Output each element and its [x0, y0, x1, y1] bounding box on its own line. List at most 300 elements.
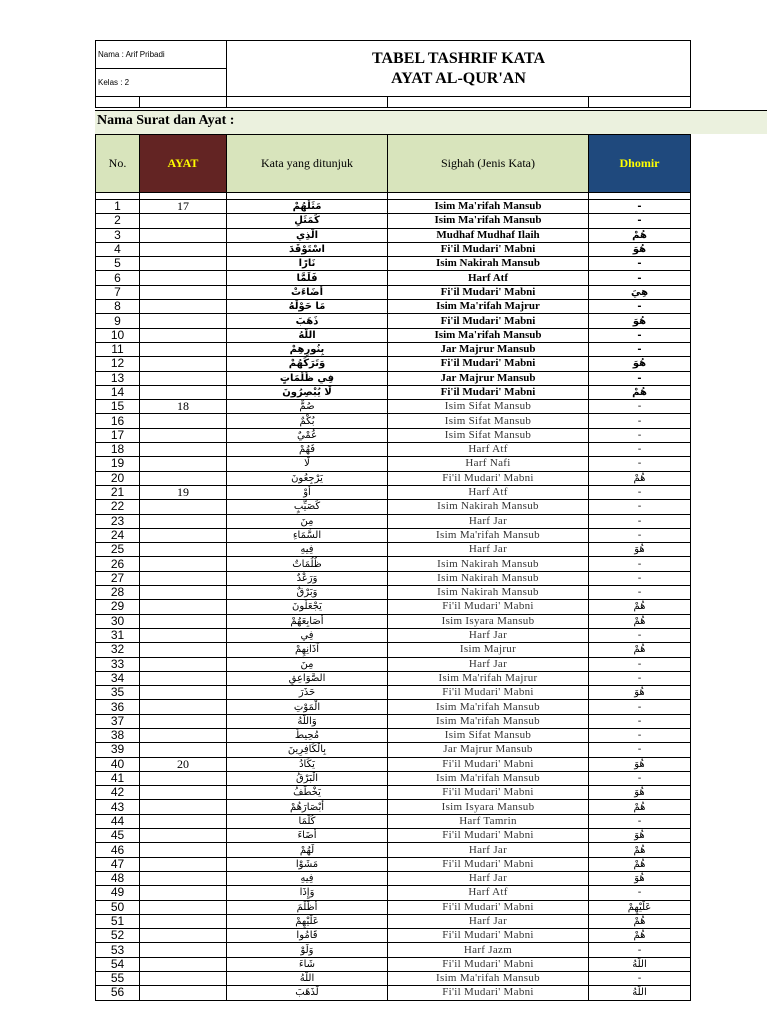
row-sighah: Fi'il Mudari' Mabni [388, 929, 589, 943]
row-ayat [140, 242, 227, 256]
row-dhomir: - [589, 628, 691, 642]
row-ayat [140, 600, 227, 614]
row-number: 56 [96, 986, 140, 1000]
row-number: 31 [96, 628, 140, 642]
row-number: 16 [96, 414, 140, 428]
row-ayat [140, 714, 227, 728]
row-kata: اللَّهُ [227, 972, 388, 986]
table-row [96, 643, 691, 657]
row-kata: آذَانِهِمْ [227, 643, 388, 657]
page-title [227, 41, 691, 97]
row-dhomir: - [589, 571, 691, 585]
row-kata: أَضَاءَتْ [227, 285, 388, 299]
row-number: 11 [96, 342, 140, 356]
row-dhomir: هِيَ [589, 285, 691, 299]
row-sighah: Harf Jar [388, 871, 589, 885]
empty-cell [227, 193, 388, 200]
row-dhomir: هُوَ [589, 543, 691, 557]
row-dhomir: هُوَ [589, 786, 691, 800]
row-ayat [140, 457, 227, 471]
table-row [96, 385, 691, 399]
row-number: 50 [96, 900, 140, 914]
row-kata: الصَّوَاعِقِ [227, 671, 388, 685]
table-row [96, 972, 691, 986]
row-kata: بِنُورِهِمْ [227, 342, 388, 356]
row-kata: اللَّهُ [227, 328, 388, 342]
row-sighah: Isim Sifat Mansub [388, 400, 589, 414]
row-number: 4 [96, 242, 140, 256]
row-number: 55 [96, 972, 140, 986]
row-kata: السَّمَاءِ [227, 528, 388, 542]
empty-cell [96, 193, 140, 200]
row-dhomir: هُمْ [589, 914, 691, 928]
row-dhomir: - [589, 271, 691, 285]
row-ayat [140, 471, 227, 485]
row-sighah: Harf Jazm [388, 943, 589, 957]
row-number: 17 [96, 428, 140, 442]
table-row [96, 514, 691, 528]
row-ayat [140, 371, 227, 385]
row-kata: عَلَيْهِمْ [227, 914, 388, 928]
row-sighah: Isim Sifat Mansub [388, 428, 589, 442]
row-ayat [140, 428, 227, 442]
row-number: 42 [96, 786, 140, 800]
row-kata: كَصَيِّبٍ [227, 500, 388, 514]
row-number: 26 [96, 557, 140, 571]
row-number: 14 [96, 385, 140, 399]
row-kata: يَجْعَلُونَ [227, 600, 388, 614]
row-number: 33 [96, 657, 140, 671]
row-sighah: Harf Tamrin [388, 814, 589, 828]
row-dhomir: - [589, 528, 691, 542]
row-sighah: Isim Ma'rifah Mansub [388, 972, 589, 986]
row-dhomir: - [589, 400, 691, 414]
row-ayat [140, 257, 227, 271]
row-ayat [140, 972, 227, 986]
row-sighah: Fi'il Mudari' Mabni [388, 471, 589, 485]
row-number: 20 [96, 471, 140, 485]
row-number: 24 [96, 528, 140, 542]
row-dhomir: - [589, 428, 691, 442]
row-number: 54 [96, 957, 140, 971]
row-dhomir: هُمْ [589, 643, 691, 657]
col-header-kata: Kata yang ditunjuk [227, 135, 388, 193]
row-dhomir: - [589, 743, 691, 757]
row-dhomir: هُمْ [589, 228, 691, 242]
table-row [96, 428, 691, 442]
row-ayat [140, 986, 227, 1000]
row-dhomir: - [589, 342, 691, 356]
row-sighah: Fi'il Mudari' Mabni [388, 242, 589, 256]
table-row [96, 228, 691, 242]
row-kata: يَرْجِعُونَ [227, 471, 388, 485]
table-row [96, 814, 691, 828]
table-row [96, 242, 691, 256]
empty-cell [227, 97, 388, 108]
col-header-dhomir: Dhomir [589, 135, 691, 193]
row-kata: مِنَ [227, 657, 388, 671]
row-dhomir: هُمْ [589, 471, 691, 485]
empty-cell [388, 193, 589, 200]
row-dhomir: هُمْ [589, 800, 691, 814]
row-number: 6 [96, 271, 140, 285]
row-dhomir: - [589, 557, 691, 571]
row-ayat [140, 829, 227, 843]
row-kata: فِيهِ [227, 871, 388, 885]
row-kata: وَلَوْ [227, 943, 388, 957]
row-kata: فِي ظُلُمَاتٍ [227, 371, 388, 385]
table-body [96, 200, 691, 1001]
row-number: 18 [96, 443, 140, 457]
empty-cell [589, 97, 691, 108]
row-sighah: Isim Isyara Mansub [388, 800, 589, 814]
row-ayat [140, 614, 227, 628]
row-sighah: Isim Nakirah Mansub [388, 257, 589, 271]
table-row [96, 285, 691, 299]
row-number: 25 [96, 543, 140, 557]
row-kata: حَذَرَ [227, 686, 388, 700]
table-row [96, 671, 691, 685]
table-row [96, 943, 691, 957]
row-ayat [140, 357, 227, 371]
row-dhomir: هُمْ [589, 614, 691, 628]
row-ayat [140, 743, 227, 757]
row-number: 21 [96, 485, 140, 499]
row-sighah: Harf Jar [388, 843, 589, 857]
row-kata: يَخْطَفُ [227, 786, 388, 800]
row-sighah: Isim Ma'rifah Mansub [388, 200, 589, 214]
row-dhomir: هُمْ [589, 843, 691, 857]
table-row [96, 314, 691, 328]
row-ayat [140, 700, 227, 714]
row-ayat [140, 686, 227, 700]
row-sighah: Fi'il Mudari' Mabni [388, 686, 589, 700]
row-number: 30 [96, 614, 140, 628]
row-kata: وَإِذَا [227, 886, 388, 900]
row-ayat [140, 443, 227, 457]
row-number: 9 [96, 314, 140, 328]
row-dhomir: - [589, 728, 691, 742]
row-kata: قَامُوا [227, 929, 388, 943]
row-ayat [140, 328, 227, 342]
row-number: 38 [96, 728, 140, 742]
row-sighah: Fi'il Mudari' Mabni [388, 285, 589, 299]
row-sighah: Isim Nakirah Mansub [388, 500, 589, 514]
row-dhomir: اللَّهُ [589, 986, 691, 1000]
row-kata: مَشَوْا [227, 857, 388, 871]
row-ayat [140, 528, 227, 542]
row-sighah: Isim Sifat Mansub [388, 728, 589, 742]
row-sighah: Fi'il Mudari' Mabni [388, 900, 589, 914]
row-number: 36 [96, 700, 140, 714]
row-number: 39 [96, 743, 140, 757]
row-ayat [140, 871, 227, 885]
main-table-wrap [95, 134, 690, 1001]
row-number: 51 [96, 914, 140, 928]
row-kata: ظُلُمَاتٌ [227, 557, 388, 571]
row-sighah: Harf Atf [388, 886, 589, 900]
row-number: 48 [96, 871, 140, 885]
row-dhomir: - [589, 214, 691, 228]
row-kata: مُحِيطٌ [227, 728, 388, 742]
row-number: 27 [96, 571, 140, 585]
table-row [96, 571, 691, 585]
row-dhomir: - [589, 257, 691, 271]
row-ayat: 18 [140, 400, 227, 414]
table-row [96, 600, 691, 614]
row-kata: لَذَهَبَ [227, 986, 388, 1000]
row-ayat [140, 586, 227, 600]
surat-label: Nama Surat dan Ayat : [97, 113, 235, 128]
table-row [96, 900, 691, 914]
row-sighah: Fi'il Mudari' Mabni [388, 786, 589, 800]
row-dhomir: - [589, 414, 691, 428]
table-row [96, 614, 691, 628]
row-dhomir: - [589, 700, 691, 714]
row-sighah: Fi'il Mudari' Mabni [388, 385, 589, 399]
row-sighah: Fi'il Mudari' Mabni [388, 600, 589, 614]
row-sighah: Mudhaf Mudhaf Ilaih [388, 228, 589, 242]
row-number: 40 [96, 757, 140, 771]
table-row [96, 957, 691, 971]
table-row [96, 200, 691, 214]
row-dhomir: - [589, 657, 691, 671]
row-ayat [140, 900, 227, 914]
table-row [96, 628, 691, 642]
table-row [96, 929, 691, 943]
row-ayat [140, 228, 227, 242]
row-ayat [140, 957, 227, 971]
col-header-sighah: Sighah (Jenis Kata) [388, 135, 589, 193]
row-dhomir: - [589, 514, 691, 528]
row-number: 34 [96, 671, 140, 685]
row-ayat [140, 557, 227, 571]
row-dhomir: هُوَ [589, 686, 691, 700]
row-number: 44 [96, 814, 140, 828]
row-sighah: Isim Ma'rifah Mansub [388, 700, 589, 714]
row-kata: أَوْ [227, 485, 388, 499]
row-dhomir: - [589, 443, 691, 457]
row-number: 46 [96, 843, 140, 857]
row-number: 12 [96, 357, 140, 371]
row-kata: اسْتَوْقَدَ [227, 242, 388, 256]
table-row [96, 871, 691, 885]
row-kata: أَظْلَمَ [227, 900, 388, 914]
empty-cell [140, 193, 227, 200]
table-row [96, 543, 691, 557]
row-kata: نَارًا [227, 257, 388, 271]
table-row [96, 857, 691, 871]
row-number: 32 [96, 643, 140, 657]
row-ayat [140, 943, 227, 957]
row-ayat [140, 314, 227, 328]
row-kata: وَتَرَكَهُمْ [227, 357, 388, 371]
col-header-no: No. [96, 135, 140, 193]
row-number: 45 [96, 829, 140, 843]
row-kata: ذَهَبَ [227, 314, 388, 328]
row-dhomir: عَلَيْهِمْ [589, 900, 691, 914]
table-row [96, 586, 691, 600]
row-kata: وَبَرْقٌ [227, 586, 388, 600]
row-dhomir: - [589, 200, 691, 214]
table-row [96, 786, 691, 800]
table-row [96, 271, 691, 285]
row-dhomir: - [589, 371, 691, 385]
tashrif-table [95, 134, 691, 1001]
row-ayat [140, 500, 227, 514]
row-ayat [140, 300, 227, 314]
row-kata: الْمَوْتِ [227, 700, 388, 714]
empty-cell [388, 97, 589, 108]
row-dhomir: - [589, 300, 691, 314]
row-kata: بِالْكَافِرِينَ [227, 743, 388, 757]
row-sighah: Jar Majrur Mansub [388, 743, 589, 757]
row-dhomir: - [589, 814, 691, 828]
row-sighah: Isim Ma'rifah Mansub [388, 771, 589, 785]
row-number: 47 [96, 857, 140, 871]
row-number: 2 [96, 214, 140, 228]
table-row [96, 657, 691, 671]
row-kata: أَبْصَارَهُمْ [227, 800, 388, 814]
row-dhomir: - [589, 943, 691, 957]
row-sighah: Isim Nakirah Mansub [388, 571, 589, 585]
row-sighah: Harf Jar [388, 514, 589, 528]
row-dhomir: - [589, 972, 691, 986]
row-kata: فَهُمْ [227, 443, 388, 457]
row-number: 1 [96, 200, 140, 214]
row-kata: الَّذِي [227, 228, 388, 242]
table-row [96, 528, 691, 542]
col-header-ayat: AYAT [140, 135, 227, 193]
row-ayat: 19 [140, 485, 227, 499]
row-kata: كُلَّمَا [227, 814, 388, 828]
title-line-2: AYAT AL-QUR'AN [391, 69, 526, 87]
row-number: 7 [96, 285, 140, 299]
row-kata: أَضَاءَ [227, 829, 388, 843]
title-line-1: TABEL TASHRIF KATA [371, 49, 546, 67]
table-row [96, 557, 691, 571]
table-row [96, 686, 691, 700]
row-ayat [140, 214, 227, 228]
row-sighah: Isim Isyara Mansub [388, 614, 589, 628]
row-ayat [140, 786, 227, 800]
row-ayat: 20 [140, 757, 227, 771]
row-kata: لَهُمْ [227, 843, 388, 857]
row-number: 41 [96, 771, 140, 785]
row-dhomir: هُمْ [589, 600, 691, 614]
row-kata: لَا [227, 457, 388, 471]
row-ayat [140, 643, 227, 657]
table-row [96, 886, 691, 900]
table-row [96, 357, 691, 371]
row-ayat [140, 385, 227, 399]
row-ayat [140, 771, 227, 785]
row-dhomir: - [589, 328, 691, 342]
row-kata: يَكَادُ [227, 757, 388, 771]
table-row [96, 328, 691, 342]
row-ayat: 17 [140, 200, 227, 214]
row-dhomir: - [589, 586, 691, 600]
row-number: 10 [96, 328, 140, 342]
row-kata: عُمْيٌ [227, 428, 388, 442]
row-number: 15 [96, 400, 140, 414]
row-number: 28 [96, 586, 140, 600]
row-dhomir: - [589, 457, 691, 471]
row-dhomir: هُوَ [589, 871, 691, 885]
table-row [96, 800, 691, 814]
row-sighah: Fi'il Mudari' Mabni [388, 757, 589, 771]
row-sighah: Isim Ma'rifah Majrur [388, 671, 589, 685]
table-row [96, 914, 691, 928]
row-number: 29 [96, 600, 140, 614]
row-sighah: Fi'il Mudari' Mabni [388, 829, 589, 843]
row-dhomir: - [589, 771, 691, 785]
row-kata: فِي [227, 628, 388, 642]
row-kata: مَا حَوْلَهُ [227, 300, 388, 314]
table-row [96, 986, 691, 1000]
empty-cell [140, 97, 227, 108]
table-row [96, 728, 691, 742]
row-ayat [140, 514, 227, 528]
row-sighah: Fi'il Mudari' Mabni [388, 957, 589, 971]
row-ayat [140, 843, 227, 857]
row-sighah: Harf Atf [388, 485, 589, 499]
row-ayat [140, 342, 227, 356]
table-row [96, 843, 691, 857]
row-number: 3 [96, 228, 140, 242]
header-table [95, 40, 691, 108]
row-kata: كَمَثَلِ [227, 214, 388, 228]
row-number: 35 [96, 686, 140, 700]
row-dhomir: هُمْ [589, 385, 691, 399]
row-ayat [140, 628, 227, 642]
table-row [96, 771, 691, 785]
table-row [96, 457, 691, 471]
row-dhomir: هُوَ [589, 242, 691, 256]
row-sighah: Isim Ma'rifah Mansub [388, 328, 589, 342]
tashrif-sheet [95, 40, 690, 108]
row-sighah: Harf Jar [388, 628, 589, 642]
row-number: 53 [96, 943, 140, 957]
table-row [96, 485, 691, 499]
row-ayat [140, 543, 227, 557]
table-row [96, 471, 691, 485]
row-sighah: Fi'il Mudari' Mabni [388, 857, 589, 871]
row-dhomir: - [589, 485, 691, 499]
row-number: 22 [96, 500, 140, 514]
row-kata: الْبَرْقُ [227, 771, 388, 785]
row-dhomir: - [589, 714, 691, 728]
row-ayat [140, 914, 227, 928]
row-kata: فِيهِ [227, 543, 388, 557]
empty-cell [96, 97, 140, 108]
row-sighah: Jar Majrur Mansub [388, 342, 589, 356]
row-dhomir: اللَّهُ [589, 957, 691, 971]
row-dhomir: هُوَ [589, 357, 691, 371]
table-row [96, 443, 691, 457]
row-sighah: Harf Jar [388, 657, 589, 671]
row-kata: وَاللَّهُ [227, 714, 388, 728]
row-ayat [140, 814, 227, 828]
row-number: 43 [96, 800, 140, 814]
surat-band [95, 110, 767, 134]
student-class: Kelas : 2 [96, 69, 227, 97]
row-dhomir: هُوَ [589, 314, 691, 328]
table-row [96, 414, 691, 428]
row-kata: بُكْمٌ [227, 414, 388, 428]
row-sighah: Harf Atf [388, 443, 589, 457]
table-row [96, 500, 691, 514]
